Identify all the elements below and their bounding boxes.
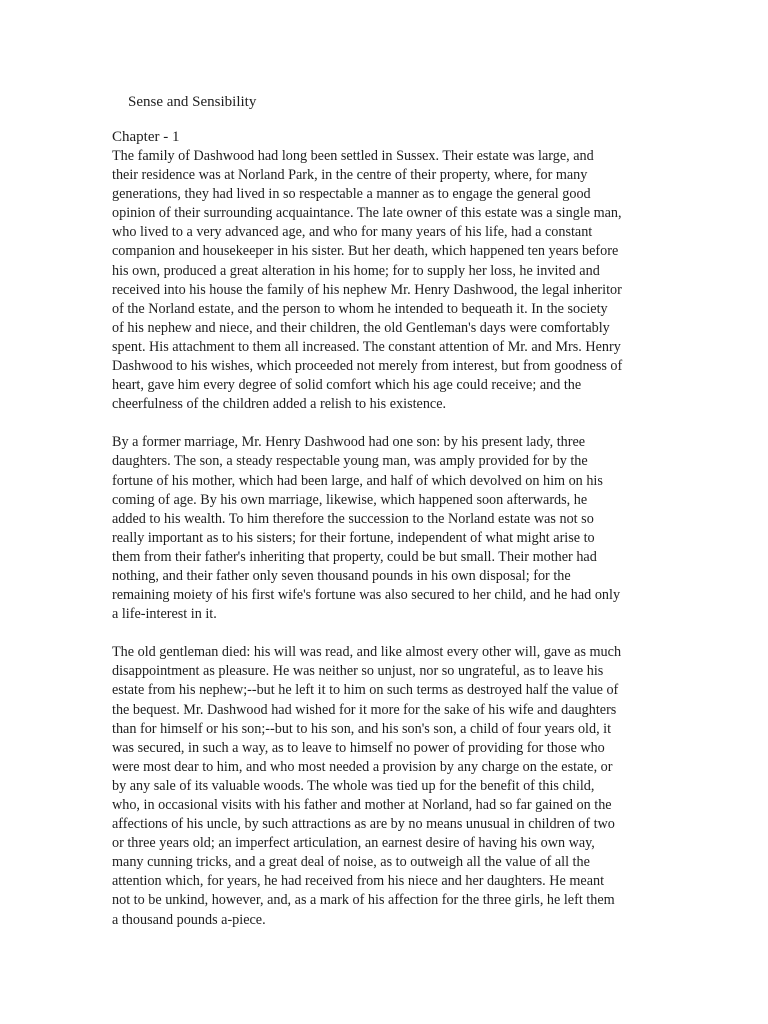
text-line: his own, produced a great alteration in his home; for to supply her loss, he invited and xyxy=(112,262,600,279)
text-line: received into his house the family of his nephew Mr. Henry Dashwood, the legal inheritor xyxy=(112,281,622,298)
text-line: who lived to a very advanced age, and who for many years of his life, had a constant xyxy=(112,224,593,241)
text-line: nothing, and their father only seven thousand pounds in his own disposal; for the xyxy=(112,567,571,584)
text-line: Dashwood to his wishes, which proceeded not merely from interest, but from goodness of xyxy=(112,358,623,375)
text-line: The old gentleman died: his will was read, and like almost every other will, gave as much xyxy=(112,644,622,661)
paragraph xyxy=(112,433,672,624)
text-line: were most dear to him, and who most needed a provision by any charge on the estate, or xyxy=(112,758,613,775)
text-line: heart, gave him every degree of solid comfort which his age could receive; and the xyxy=(112,377,582,394)
book-title: Sense and Sensibility xyxy=(128,94,257,110)
text-line: affections of his uncle, by such attractions as are by no means unusual in children of two xyxy=(112,816,615,833)
text-line: fortune of his mother, which had been large, and half of which devolved on him on his xyxy=(112,472,603,489)
text-line: attention which, for years, he had received from his niece and her daughters. He meant xyxy=(112,873,605,890)
text-line: disappointment as pleasure. He was neither so unjust, nor so ungrateful, as to leave his xyxy=(112,663,604,680)
chapter-body xyxy=(112,147,672,949)
text-line: generations, they had lived in so respectable a manner as to engage the general good xyxy=(112,186,591,203)
text-line: coming of age. By his own marriage, likewise, which happened soon afterwards, he xyxy=(112,491,588,508)
text-line: by any sale of its valuable woods. The whole was tied up for the benefit of this child, xyxy=(112,777,595,794)
text-line: estate from his nephew;--but he left it to him on such terms as destroyed half the value of xyxy=(112,682,619,699)
text-line: was secured, in such a way, as to leave to himself no power of providing for those who xyxy=(112,739,605,756)
text-line: cheerfulness of the children added a relish to his existence. xyxy=(112,396,447,413)
text-line: companion and housekeeper in his sister. But her death, which happened ten years before xyxy=(112,243,619,260)
text-line: not to be unkind, however, and, as a mark of his affection for the three girls, he left them xyxy=(112,892,615,909)
text-line: the bequest. Mr. Dashwood had wished for it more for the sake of his wife and daughters xyxy=(112,701,617,718)
text-line: really important as to his sisters; for their fortune, independent of what might arise to xyxy=(112,529,595,546)
paragraph xyxy=(112,643,672,929)
text-line: them from their father's inheriting that property, could be but small. Their mother had xyxy=(112,548,597,565)
text-line: remaining moiety of his first wife's fortune was also secured to her child, and he had only xyxy=(112,587,621,604)
text-line: many cunning tricks, and a great deal of noise, as to outweigh all the value of all the xyxy=(112,854,590,871)
text-line: a thousand pounds a-piece. xyxy=(112,911,266,928)
text-line: opinion of their surrounding acquaintance. The late owner of this estate was a single man, xyxy=(112,205,622,222)
text-line: or three years old; an imperfect articulation, an earnest desire of having his own way, xyxy=(112,835,595,852)
text-line: added to his wealth. To him therefore the succession to the Norland estate was not so xyxy=(112,510,594,527)
paragraph xyxy=(112,147,672,414)
text-line: who, in occasional visits with his father and mother at Norland, had so far gained on the xyxy=(112,797,612,813)
text-line: of the Norland estate, and the person to whom he intended to bequeath it. In the society xyxy=(112,300,608,317)
text-line: daughters. The son, a steady respectable young man, was amply provided for by the xyxy=(112,453,588,470)
text-line: than for himself or his son;--but to his son, and his son's son, a child of four years old, it xyxy=(112,720,612,737)
chapter-heading: Chapter - 1 xyxy=(112,129,180,145)
text-line: By a former marriage, Mr. Henry Dashwood had one son: by his present lady, three xyxy=(112,434,586,451)
text-line: their residence was at Norland Park, in the centre of their property, where, for many xyxy=(112,167,588,184)
text-line: spent. His attachment to them all increased. The constant attention of Mr. and Mrs. Henry xyxy=(112,338,621,355)
text-line: of his nephew and niece, and their children, the old Gentleman's days were comfortably xyxy=(112,319,610,336)
text-line: The family of Dashwood had long been settled in Sussex. Their estate was large, and xyxy=(112,148,594,164)
text-line: a life-interest in it. xyxy=(112,606,217,623)
